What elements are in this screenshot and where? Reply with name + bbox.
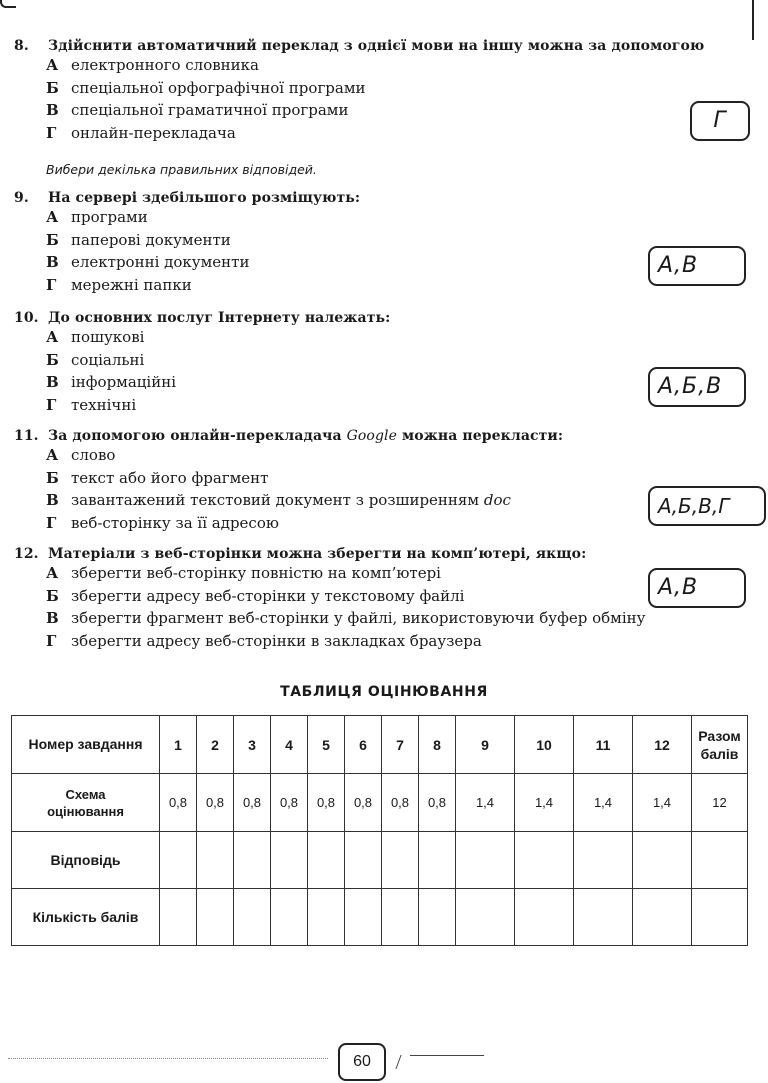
question-title: 12. Матеріали з веб-сторінки можна зберегти на комп’ютері, якщо: (14, 546, 587, 562)
question-12 (14, 546, 754, 652)
option-c: В спеціальної граматичної програми (46, 101, 349, 119)
question-title: 9. На сервері здебільшого розміщують: (14, 190, 361, 206)
option-d: Г технічні (46, 395, 137, 414)
option-c: В інформаційні (46, 373, 177, 391)
question-10 (14, 310, 754, 416)
row-label-scheme: Схема оцінювання (12, 774, 160, 832)
option-b: Б паперові документи (46, 230, 231, 249)
question-title: 8. Здійснити автоматичний переклад з однієї мови на іншу можна за допомогою (14, 38, 705, 54)
answer-box-11[interactable]: А,Б,В,Г (648, 486, 766, 526)
option-a: А електронного словника (46, 56, 259, 74)
question-title: 11. За допомогою онлайн-перекладача Google можна перекласти: (14, 428, 564, 444)
option-d: Г онлайн-перекладача (46, 123, 236, 142)
page-corner-mark-right (752, 0, 756, 40)
table-row-points (12, 889, 748, 946)
option-b: Б зберегти адресу веб-сторінки у текстовому файлі (46, 586, 465, 605)
option-d: Г зберегти адресу веб-сторінки в закладках браузера (46, 631, 482, 650)
question-title: 10. До основних послуг Інтернету належать: (14, 310, 391, 326)
option-b: Б спеціальної орфографічної програми (46, 78, 366, 97)
option-a: А слово (46, 446, 116, 464)
option-b: Б текст або його фрагмент (46, 468, 269, 487)
option-c: В завантажений текстовий документ з розширенням doc (46, 491, 511, 509)
option-a: А програми (46, 208, 148, 226)
question-8 (14, 38, 754, 144)
row-label-answer: Відповідь (12, 832, 160, 889)
option-d: Г мережні папки (46, 275, 192, 294)
answer-box-9[interactable]: А,В (648, 246, 746, 286)
instruction-note: Вибери декілька правильних відповідей. (46, 162, 317, 177)
option-b: Б соціальні (46, 350, 145, 369)
grading-table (11, 715, 748, 946)
answer-box-10[interactable]: А,Б,В (648, 367, 746, 407)
question-11 (14, 428, 754, 534)
row-label-task: Номер завдання (12, 716, 160, 774)
option-c: В зберегти фрагмент веб-сторінки у файлі, використовуючи буфер обміну (46, 609, 646, 627)
row-label-points: Кількість балів (12, 889, 160, 946)
footer-dotted-line (8, 1058, 328, 1059)
table-row-answer (12, 832, 748, 889)
question-9 (14, 190, 754, 296)
option-c: В електронні документи (46, 253, 250, 271)
total-header: Разом балів (692, 716, 748, 774)
page-corner-mark-left (0, 0, 16, 8)
page-number: 60 (338, 1043, 386, 1081)
table-row-task-numbers: Номер завдання 1 2 3 4 5 6 7 8 9 10 11 12 Разом балів (12, 716, 748, 774)
table-title: ТАБЛИЦЯ ОЦІНЮВАННЯ (280, 684, 488, 700)
option-d: Г веб-сторінку за її адресою (46, 513, 279, 532)
option-a: А зберегти веб-сторінку повністю на комп’ютері (46, 564, 441, 582)
footer-line (410, 1055, 484, 1056)
answer-box-12[interactable]: А,В (648, 568, 746, 608)
footer-line-tick (395, 1055, 415, 1069)
option-a: А пошукові (46, 328, 145, 346)
table-row-scheme: Схема оцінювання 0,8 0,8 0,8 0,8 0,8 0,8 0,8 0,8 1,4 1,4 1,4 1,4 12 (12, 774, 748, 832)
answer-box-8[interactable]: Г (690, 101, 750, 141)
